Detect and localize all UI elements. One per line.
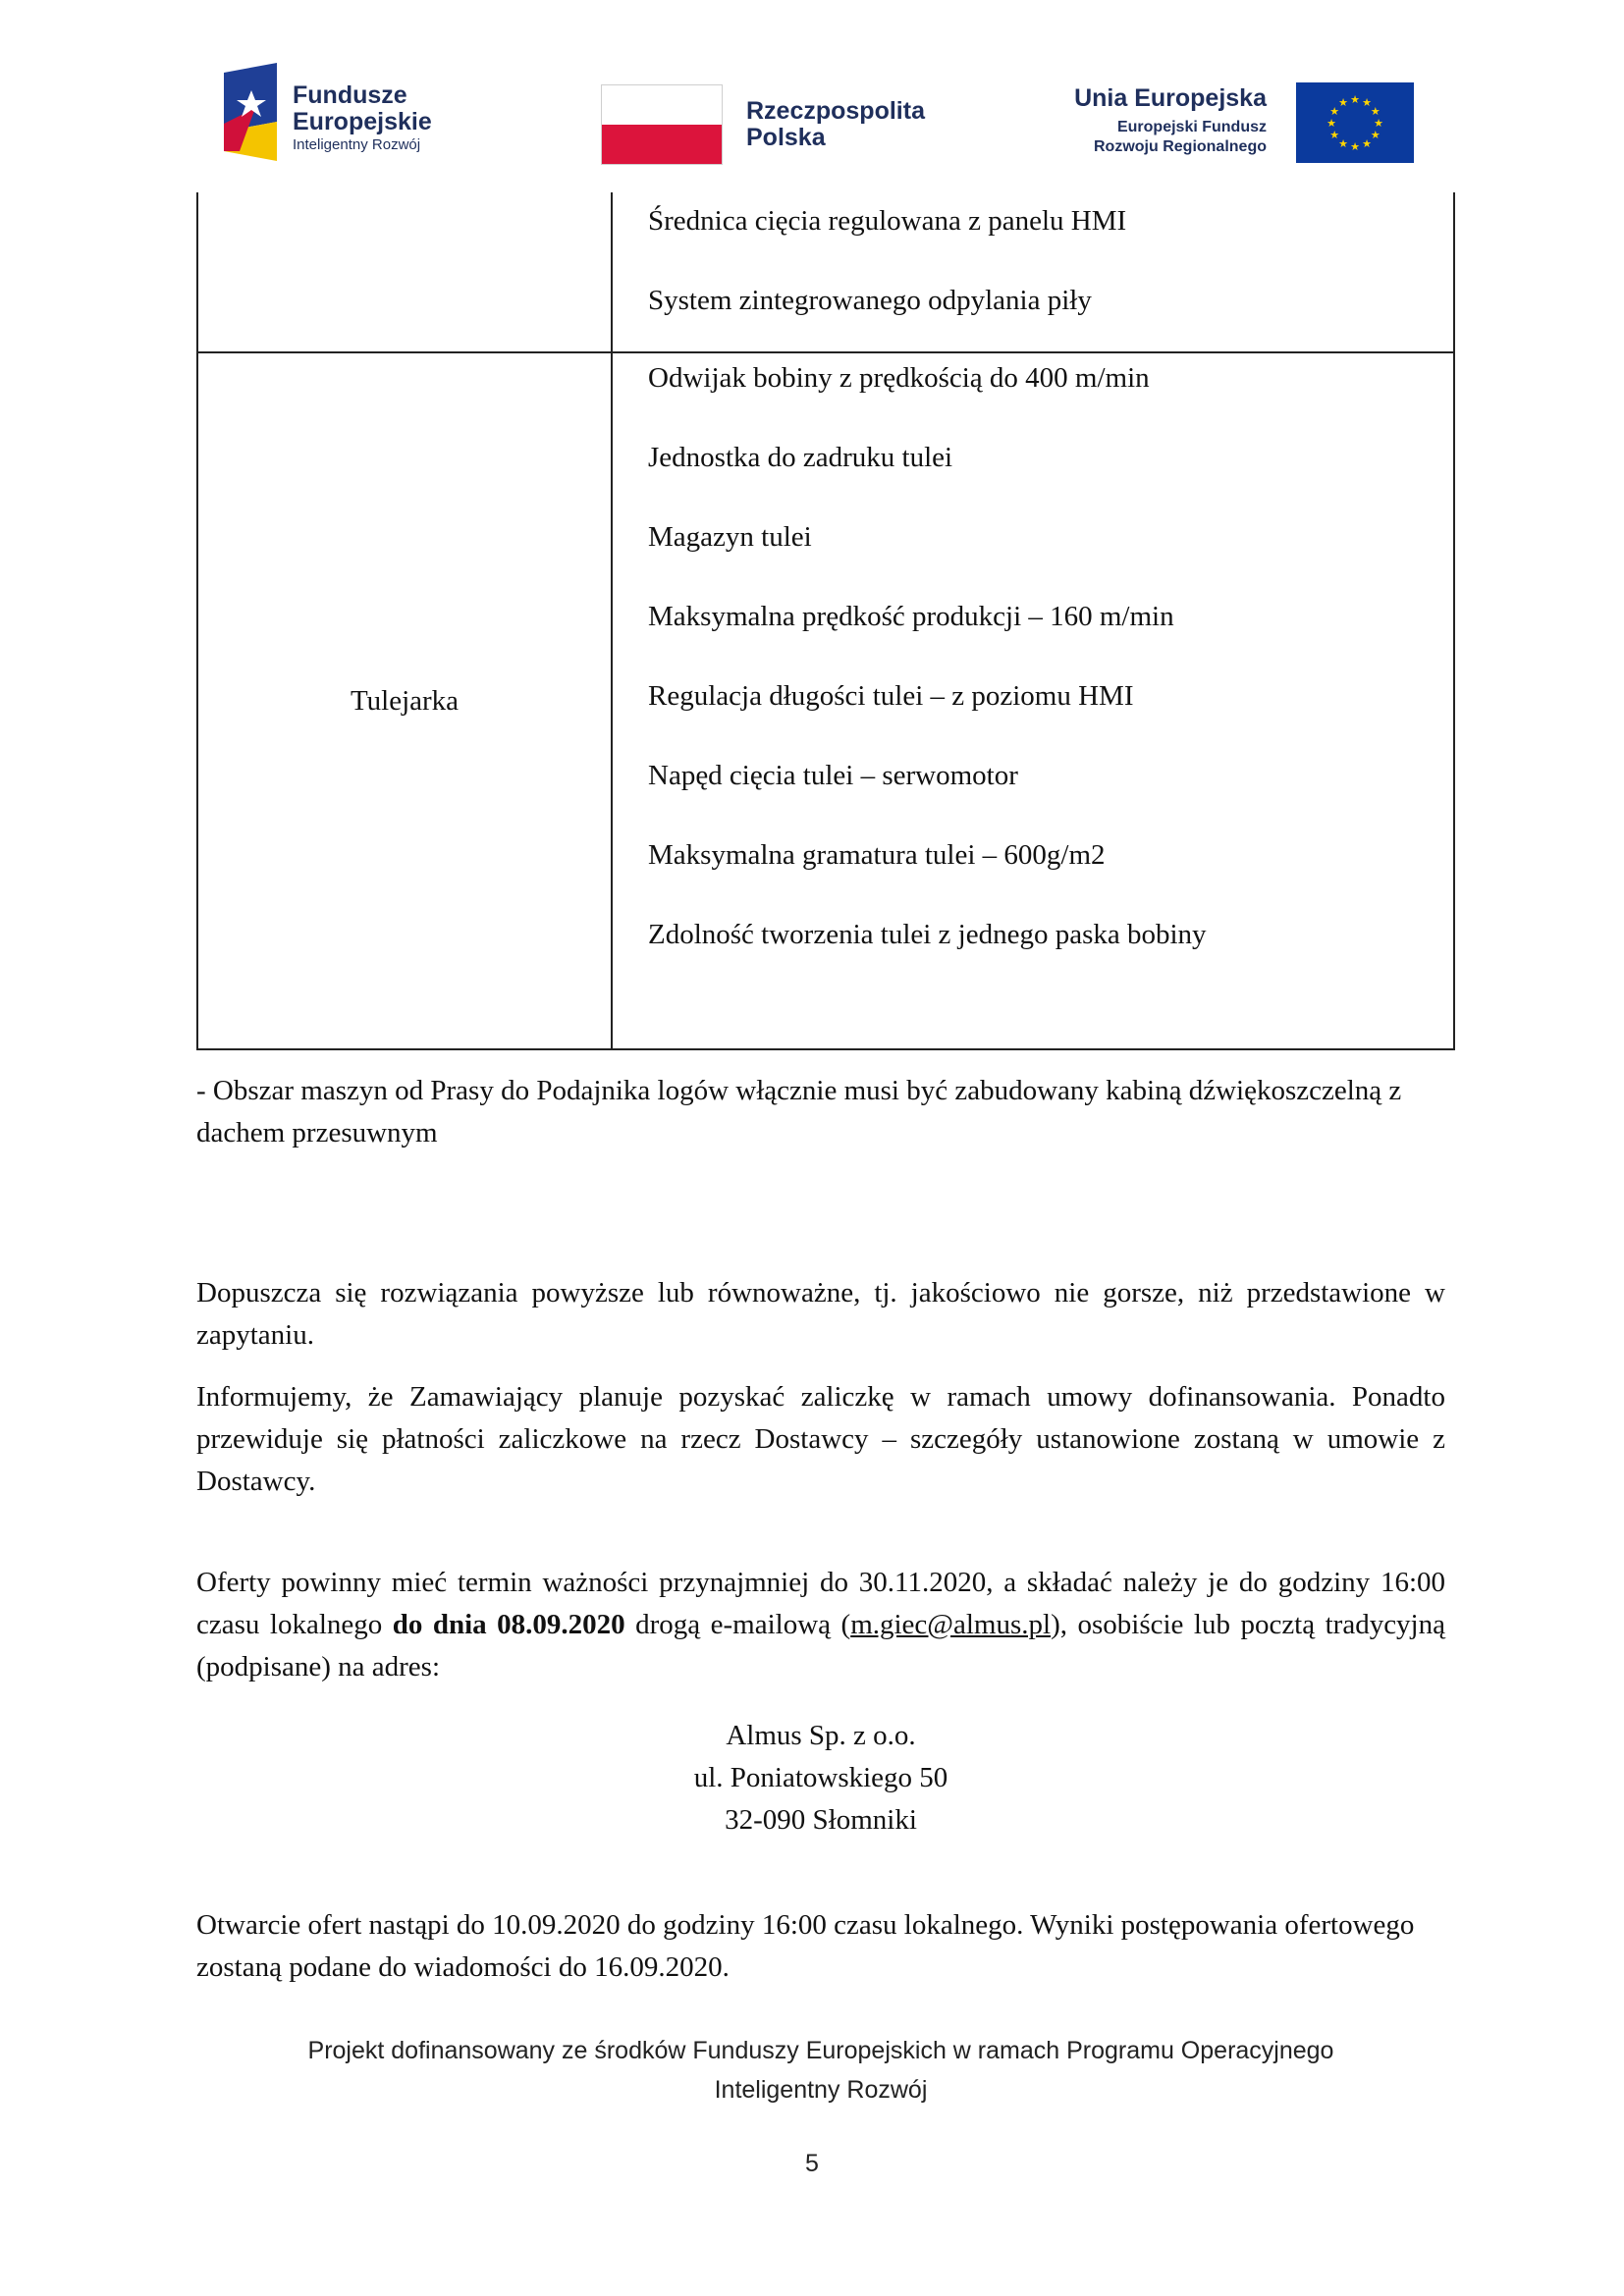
fe-logo-line1: Fundusze <box>293 81 407 109</box>
deadline-date: do dnia 08.09.2020 <box>392 1609 625 1640</box>
fe-star-icon <box>216 63 287 166</box>
feature-item: Maksymalna gramatura tulei – 600g/m2 <box>648 839 1106 871</box>
machine-name-cell <box>197 192 612 352</box>
eu-star-icon: ★ <box>1362 137 1372 150</box>
fe-logo-line2: Europejskie <box>293 108 432 135</box>
rzeczpospolita-polska-logo <box>601 84 974 167</box>
pl-logo-line2: Polska <box>746 124 826 151</box>
offer-deadline-text: drogą e-mailową ( <box>624 1609 851 1640</box>
features-cell <box>612 352 1454 1049</box>
eu-logo-line2: Europejski Fundusz <box>1116 119 1267 135</box>
eu-logo-line3: Rozwoju Regionalnego <box>1094 138 1267 155</box>
feature-item: Zdolność tworzenia tulei z jednego paska bobiny <box>648 919 1207 950</box>
page-header <box>0 0 1624 187</box>
address-line: Almus Sp. z o.o. <box>726 1720 916 1751</box>
eu-flag-icon <box>1296 82 1414 163</box>
address-line: 32-090 Słomniki <box>725 1804 917 1836</box>
table-row <box>197 192 1454 352</box>
pl-logo-line1: Rzeczpospolita <box>746 97 925 125</box>
polish-flag-icon <box>601 84 723 165</box>
email-link[interactable]: m.giec@almus.pl <box>850 1609 1052 1640</box>
page-number: 5 <box>805 2150 819 2177</box>
address-line: ul. Poniatowskiego 50 <box>693 1762 948 1793</box>
eu-star-icon: ★ <box>1350 94 1360 106</box>
advance-payment-paragraph: Informujemy, że Zamawiający planuje pozyskać zaliczkę w ramach umowy dofinansowania. Ponadto przewiduje się płatności zaliczkowe na rzecz Dostawcy – szczegóły ustanowione zostaną w umowie z Dostawcy. <box>196 1381 1445 1497</box>
equivalent-solutions-paragraph: Dopuszcza się rozwiązania powyższe lub równoważne, tj. jakościowo nie gorsze, niż przedstawione w zapytaniu. <box>196 1277 1445 1351</box>
offer-opening-paragraph: Otwarcie ofert nastąpi do 10.09.2020 do godziny 16:00 czasu lokalnego. Wyniki postępowania ofertowego zostaną podane do wiadomości do 16.09.2020. <box>196 1909 1415 1983</box>
eu-star-icon: ★ <box>1350 141 1360 153</box>
feature-item: Magazyn tulei <box>648 521 812 553</box>
eu-star-icon: ★ <box>1374 118 1383 130</box>
eu-star-icon: ★ <box>1329 130 1340 141</box>
feature-item: Napęd cięcia tulei – serwomotor <box>648 760 1018 791</box>
feature-item: Maksymalna prędkość produkcji – 160 m/min <box>648 601 1174 632</box>
features-cell <box>612 192 1454 352</box>
company-address <box>196 1715 1445 1842</box>
eu-star-icon: ★ <box>1329 106 1340 118</box>
feature-item: Odwijak bobiny z prędkością do 400 m/min <box>648 362 1150 394</box>
machine-name-cell: Tulejarka <box>197 352 612 1049</box>
eu-star-icon: ★ <box>1338 97 1348 110</box>
unia-europejska-logo <box>1060 82 1424 167</box>
page-footer <box>196 2031 1445 2109</box>
eu-star-icon: ★ <box>1326 118 1336 130</box>
feature-item: Regulacja długości tulei – z poziomu HMI <box>648 680 1134 712</box>
eu-star-icon: ★ <box>1370 106 1380 118</box>
offer-deadline-text: Oferty powinny mieć termin ważności przynajmniej do 30.11.2020, a składać należy je do godziny 16:00 czasu lokalnego <box>196 1567 1445 1640</box>
footer-line: Projekt dofinansowany ze środków Funduszy Europejskich w ramach Programu Operacyjnego <box>307 2037 1334 2064</box>
eu-logo-line1: Unia Europejska <box>1074 84 1267 112</box>
footer-line: Inteligentny Rozwój <box>714 2076 928 2104</box>
offer-deadline-paragraph <box>196 1562 1445 1688</box>
eu-star-icon: ★ <box>1362 97 1372 110</box>
offer-deadline-text: ), osobiście lub pocztą tradycyjną (podpisane) na adres: <box>196 1609 1445 1682</box>
feature-item: Średnica cięcia regulowana z panelu HMI <box>648 205 1127 237</box>
table-row <box>197 352 1454 1049</box>
feature-item: System zintegrowanego odpylania piły <box>648 285 1092 316</box>
eu-star-icon: ★ <box>1370 130 1380 141</box>
fundusze-europejskie-logo <box>216 63 461 166</box>
eu-star-icon: ★ <box>1338 137 1348 150</box>
feature-item: Jednostka do zadruku tulei <box>648 442 953 473</box>
soundproof-cabin-note: - Obszar maszyn od Prasy do Podajnika logów włącznie musi być zabudowany kabiną dźwiękoszczelną z dachem przesuwnym <box>196 1075 1402 1148</box>
specification-table <box>196 192 1455 1050</box>
fe-logo-line3: Inteligentny Rozwój <box>293 136 421 153</box>
